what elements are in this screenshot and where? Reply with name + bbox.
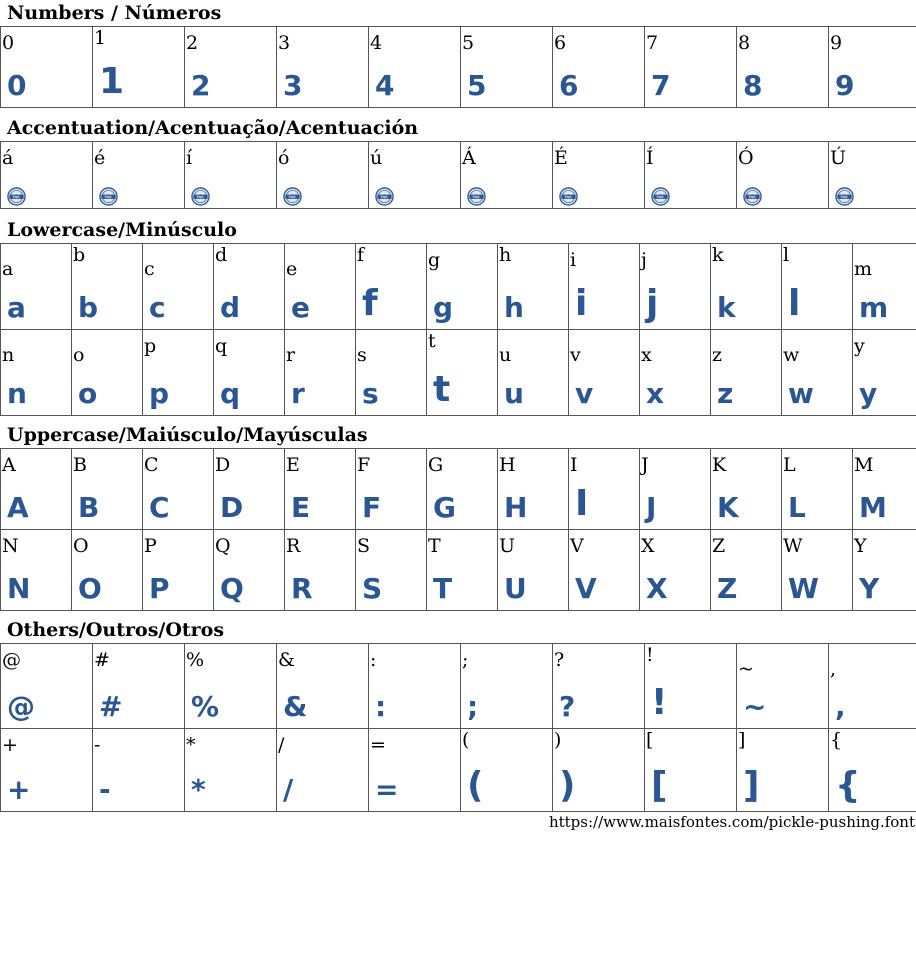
glyph-cell <box>711 244 782 330</box>
glyph-label: ~ <box>738 658 754 680</box>
glyph-cell <box>782 330 853 416</box>
glyph-label: K <box>712 454 727 476</box>
glyph-row <box>1 244 916 330</box>
glyph-cell <box>277 729 369 812</box>
glyph-sample: J <box>646 491 657 524</box>
glyph-label: V <box>570 535 584 557</box>
ink-badge-icon <box>99 187 118 206</box>
glyph-label: b <box>73 244 86 266</box>
glyph-cell <box>498 530 569 611</box>
glyph-label: 6 <box>554 32 567 54</box>
glyph-sample: C <box>149 491 170 524</box>
glyph-row <box>1 330 916 416</box>
glyph-cell <box>214 530 285 611</box>
glyph-cell <box>853 330 916 416</box>
glyph-cell <box>93 729 185 812</box>
glyph-cell <box>356 244 427 330</box>
glyph-label: f <box>357 244 365 266</box>
glyph-cell <box>640 244 711 330</box>
section-title-uppercase: Uppercase/Maiúsculo/Mayúsculas <box>7 424 368 446</box>
glyph-cell <box>829 644 916 729</box>
glyph-label: 0 <box>2 32 15 54</box>
glyph-label: D <box>215 454 231 476</box>
glyph-label: J <box>641 454 649 476</box>
glyph-label: 1 <box>94 27 107 49</box>
glyph-label: t <box>428 330 436 352</box>
glyph-label: % <box>186 649 205 671</box>
glyph-cell <box>782 244 853 330</box>
lowercase-table <box>0 243 916 416</box>
glyph-label: y <box>854 335 865 357</box>
glyph-cell <box>829 729 916 812</box>
glyph-cell <box>569 330 640 416</box>
glyph-label: - <box>94 734 101 756</box>
glyph-cell <box>711 530 782 611</box>
ink-badge-icon <box>191 187 210 206</box>
glyph-sample: 4 <box>375 69 395 102</box>
glyph-cell <box>185 644 277 729</box>
glyph-label: h <box>499 244 512 266</box>
glyph-cell <box>853 449 916 530</box>
glyph-cell <box>737 729 829 812</box>
glyph-cell <box>356 530 427 611</box>
glyph-cell <box>427 244 498 330</box>
ink-badge-icon <box>467 187 486 206</box>
glyph-label: r <box>286 344 296 366</box>
glyph-cell <box>185 729 277 812</box>
glyph-sample: ! <box>651 682 668 723</box>
glyph-cell <box>853 244 916 330</box>
glyph-sample: U <box>504 572 527 605</box>
glyph-label: j <box>641 249 647 271</box>
glyph-label: S <box>357 535 371 557</box>
glyph-label: ] <box>738 729 746 751</box>
glyph-label: d <box>215 244 228 266</box>
glyph-cell <box>285 530 356 611</box>
glyph-label: ú <box>370 147 383 169</box>
glyph-cell <box>369 644 461 729</box>
glyph-label: + <box>2 734 18 756</box>
glyph-label: m <box>854 258 873 280</box>
glyph-label: í <box>186 147 193 169</box>
glyph-cell <box>427 330 498 416</box>
glyph-cell <box>1 244 72 330</box>
glyph-row <box>1 530 916 611</box>
glyph-sample: m <box>859 291 889 324</box>
glyph-label: ó <box>278 147 290 169</box>
glyph-cell <box>461 27 553 108</box>
glyph-cell <box>640 449 711 530</box>
glyph-label: P <box>144 535 157 557</box>
glyph-sample: b <box>78 291 99 324</box>
uppercase-table <box>0 448 916 611</box>
glyph-label: z <box>712 344 723 366</box>
glyph-cell <box>72 244 143 330</box>
glyph-sample: Q <box>220 572 244 605</box>
glyph-label: v <box>570 344 581 366</box>
glyph-label: M <box>854 454 874 476</box>
glyph-row <box>1 449 916 530</box>
glyph-sample: r <box>291 377 305 410</box>
glyph-sample: t <box>433 369 451 410</box>
glyph-label: * <box>186 734 196 756</box>
glyph-cell <box>569 449 640 530</box>
glyph-cell <box>711 330 782 416</box>
glyph-sample: s <box>362 377 379 410</box>
glyph-cell <box>214 449 285 530</box>
glyph-cell <box>356 330 427 416</box>
glyph-sample: 6 <box>559 69 579 102</box>
glyph-row <box>1 644 916 729</box>
glyph-cell <box>72 530 143 611</box>
glyph-sample: V <box>575 572 597 605</box>
glyph-cell <box>553 729 645 812</box>
glyph-sample: A <box>7 491 29 524</box>
glyph-label: O <box>73 535 89 557</box>
glyph-sample: k <box>717 291 736 324</box>
glyph-sample: 3 <box>283 69 303 102</box>
glyph-label: 2 <box>186 32 199 54</box>
glyph-sample: n <box>7 377 27 410</box>
glyph-sample: v <box>575 377 594 410</box>
glyph-sample: e <box>291 291 310 324</box>
glyph-label: G <box>428 454 444 476</box>
glyph-label: é <box>94 147 106 169</box>
glyph-sample: o <box>78 377 98 410</box>
glyph-sample: h <box>504 291 524 324</box>
glyph-cell <box>1 142 93 209</box>
glyph-sample: G <box>433 491 456 524</box>
glyph-cell <box>1 330 72 416</box>
section-title-lowercase: Lowercase/Minúsculo <box>7 219 237 241</box>
glyph-cell <box>277 644 369 729</box>
glyph-row <box>1 142 916 209</box>
glyph-sample: = <box>375 773 399 806</box>
glyph-cell <box>640 530 711 611</box>
glyph-cell <box>1 644 93 729</box>
glyph-label: U <box>499 535 516 557</box>
glyph-cell <box>640 330 711 416</box>
glyph-cell <box>277 142 369 209</box>
glyph-cell <box>369 142 461 209</box>
glyph-cell <box>369 27 461 108</box>
glyph-sample: ~ <box>743 690 767 723</box>
glyph-label: X <box>641 535 655 557</box>
glyph-row <box>1 729 916 812</box>
glyph-sample: ; <box>467 690 479 723</box>
glyph-label: É <box>554 147 568 169</box>
ink-badge-icon <box>375 187 394 206</box>
glyph-label: I <box>570 454 578 476</box>
glyph-cell <box>185 27 277 108</box>
ink-badge-icon <box>743 187 762 206</box>
glyph-sample: z <box>717 377 734 410</box>
glyph-label: C <box>144 454 159 476</box>
glyph-label: á <box>2 147 14 169</box>
glyph-label: 8 <box>738 32 751 54</box>
glyph-row <box>1 27 916 108</box>
glyph-sample: W <box>788 572 819 605</box>
glyph-label: ! <box>646 644 654 666</box>
glyph-sample: L <box>788 491 806 524</box>
glyph-sample: 5 <box>467 69 487 102</box>
glyph-label: x <box>641 344 652 366</box>
glyph-label: u <box>499 344 512 366</box>
glyph-cell <box>711 449 782 530</box>
glyph-label: Á <box>462 147 476 169</box>
glyph-label: , <box>830 658 837 680</box>
glyph-sample: w <box>788 377 814 410</box>
glyph-cell <box>143 330 214 416</box>
glyph-sample: S <box>362 572 383 605</box>
glyph-cell <box>829 142 916 209</box>
glyph-cell <box>569 530 640 611</box>
glyph-label: B <box>73 454 87 476</box>
glyph-cell <box>285 244 356 330</box>
glyph-sample: & <box>283 690 308 723</box>
ink-badge-icon <box>835 187 854 206</box>
glyph-sample: P <box>149 572 170 605</box>
glyph-sample: / <box>283 773 294 806</box>
glyph-sample: j <box>646 283 659 324</box>
glyph-sample: M <box>859 491 887 524</box>
glyph-sample: O <box>78 572 102 605</box>
glyph-cell <box>461 729 553 812</box>
accents-table <box>0 141 916 209</box>
footer-credit: https://www.maisfontes.com/pickle-pushing.font <box>548 813 915 831</box>
glyph-cell <box>285 330 356 416</box>
glyph-cell <box>498 449 569 530</box>
glyph-sample: a <box>7 291 26 324</box>
glyph-sample: , <box>835 690 846 723</box>
glyph-sample: u <box>504 377 524 410</box>
glyph-label: T <box>428 535 441 557</box>
glyph-cell <box>1 729 93 812</box>
glyph-label: 3 <box>278 32 291 54</box>
glyph-sample: l <box>788 283 801 324</box>
section-title-accents: Accentuation/Acentuação/Acentuación <box>7 117 419 139</box>
glyph-cell <box>645 644 737 729</box>
glyph-sample: x <box>646 377 665 410</box>
glyph-label: W <box>783 535 803 557</box>
glyph-label: o <box>73 344 85 366</box>
glyph-label: ) <box>554 729 562 751</box>
glyph-label: s <box>357 344 367 366</box>
glyph-cell <box>427 530 498 611</box>
glyph-label: # <box>94 649 110 671</box>
glyph-cell <box>369 729 461 812</box>
glyph-sample: X <box>646 572 668 605</box>
glyph-label: & <box>278 649 295 671</box>
glyph-sample: Y <box>859 572 880 605</box>
glyph-cell <box>1 449 72 530</box>
glyph-label: Ó <box>738 147 754 169</box>
glyph-cell <box>72 449 143 530</box>
glyph-sample: H <box>504 491 528 524</box>
glyph-cell <box>569 244 640 330</box>
glyph-cell <box>853 530 916 611</box>
glyph-cell <box>737 27 829 108</box>
glyph-label: N <box>2 535 19 557</box>
glyph-cell <box>553 644 645 729</box>
glyph-cell <box>356 449 427 530</box>
glyph-sample: ? <box>559 690 576 723</box>
glyph-cell <box>461 142 553 209</box>
glyph-cell <box>645 729 737 812</box>
glyph-cell <box>93 644 185 729</box>
ink-badge-icon <box>651 187 670 206</box>
glyph-cell <box>782 530 853 611</box>
glyph-sample: ( <box>467 765 484 806</box>
glyph-cell <box>461 644 553 729</box>
glyph-label: Ú <box>830 147 847 169</box>
glyph-sample: Z <box>717 572 738 605</box>
glyph-sample: R <box>291 572 313 605</box>
others-table <box>0 643 916 812</box>
glyph-label: : <box>370 649 377 671</box>
glyph-label: A <box>2 454 16 476</box>
glyph-sample: - <box>99 773 111 806</box>
glyph-cell <box>737 644 829 729</box>
glyph-sample: 9 <box>835 69 855 102</box>
section-title-numbers: Numbers / Números <box>7 2 222 24</box>
glyph-cell <box>829 27 916 108</box>
glyph-label: [ <box>646 729 654 751</box>
glyph-label: 4 <box>370 32 383 54</box>
glyph-cell <box>143 244 214 330</box>
glyph-sample: * <box>191 773 206 806</box>
glyph-label: Y <box>854 535 867 557</box>
glyph-sample: K <box>717 491 739 524</box>
glyph-cell <box>498 330 569 416</box>
glyph-sample: { <box>835 765 861 806</box>
glyph-cell <box>1 27 93 108</box>
glyph-sample: # <box>99 690 123 723</box>
glyph-sample: p <box>149 377 170 410</box>
glyph-sample: @ <box>7 690 35 723</box>
glyph-cell <box>143 530 214 611</box>
glyph-label: H <box>499 454 516 476</box>
glyph-sample: 1 <box>99 61 125 102</box>
glyph-sample: g <box>433 291 454 324</box>
glyph-cell <box>72 330 143 416</box>
glyph-sample: ] <box>743 765 760 806</box>
glyph-label: Í <box>646 147 654 169</box>
glyph-label: a <box>2 258 14 280</box>
glyph-sample: F <box>362 491 382 524</box>
glyph-sample: 2 <box>191 69 211 102</box>
glyph-sample: % <box>191 690 220 723</box>
glyph-label: g <box>428 249 441 271</box>
glyph-sample: i <box>575 283 588 324</box>
glyph-cell <box>214 330 285 416</box>
glyph-label: L <box>783 454 796 476</box>
glyph-label: p <box>144 335 157 357</box>
section-title-others: Others/Outros/Otros <box>7 619 225 641</box>
glyph-sample: + <box>7 773 31 806</box>
glyph-cell <box>737 142 829 209</box>
glyph-cell <box>427 449 498 530</box>
glyph-label: E <box>286 454 300 476</box>
glyph-cell <box>498 244 569 330</box>
numbers-table <box>0 26 916 108</box>
glyph-label: 7 <box>646 32 659 54</box>
glyph-label: 9 <box>830 32 843 54</box>
glyph-cell <box>93 142 185 209</box>
glyph-sample: y <box>859 377 878 410</box>
glyph-label: = <box>370 734 386 756</box>
glyph-label: e <box>286 258 298 280</box>
glyph-sample: d <box>220 291 241 324</box>
glyph-sample: E <box>291 491 311 524</box>
glyph-label: c <box>144 258 155 280</box>
glyph-sample: c <box>149 291 166 324</box>
glyph-sample: 8 <box>743 69 763 102</box>
glyph-cell <box>285 449 356 530</box>
glyph-cell <box>1 530 72 611</box>
glyph-sample: I <box>575 483 589 524</box>
glyph-label: / <box>278 734 285 756</box>
glyph-label: { <box>830 729 843 751</box>
glyph-cell <box>782 449 853 530</box>
glyph-label: R <box>286 535 301 557</box>
glyph-label: Q <box>215 535 231 557</box>
ink-badge-icon <box>7 187 26 206</box>
glyph-label: q <box>215 335 228 357</box>
glyph-sample: D <box>220 491 244 524</box>
glyph-label: 5 <box>462 32 475 54</box>
glyph-sample: q <box>220 377 241 410</box>
glyph-sample: [ <box>651 765 668 806</box>
ink-badge-icon <box>559 187 578 206</box>
glyph-cell <box>645 142 737 209</box>
glyph-cell <box>553 27 645 108</box>
glyph-label: ( <box>462 729 470 751</box>
glyph-cell <box>645 27 737 108</box>
glyph-sample: : <box>375 690 387 723</box>
glyph-sample: T <box>433 572 453 605</box>
glyph-label: i <box>570 249 577 271</box>
glyph-cell <box>93 27 185 108</box>
glyph-sample: N <box>7 572 31 605</box>
glyph-label: l <box>783 244 790 266</box>
glyph-sample: f <box>362 283 378 324</box>
glyph-sample: B <box>78 491 100 524</box>
glyph-label: F <box>357 454 371 476</box>
glyph-cell <box>143 449 214 530</box>
glyph-label: Z <box>712 535 726 557</box>
glyph-cell <box>277 27 369 108</box>
glyph-cell <box>553 142 645 209</box>
glyph-label: w <box>783 344 800 366</box>
glyph-sample: ) <box>559 765 576 806</box>
glyph-label: ; <box>462 649 469 671</box>
glyph-sample: 0 <box>7 69 27 102</box>
glyph-label: n <box>2 344 15 366</box>
glyph-label: @ <box>2 649 21 671</box>
glyph-label: k <box>712 244 724 266</box>
glyph-label: ? <box>554 649 565 671</box>
glyph-sample: 7 <box>651 69 671 102</box>
glyph-cell <box>214 244 285 330</box>
glyph-cell <box>185 142 277 209</box>
ink-badge-icon <box>283 187 302 206</box>
